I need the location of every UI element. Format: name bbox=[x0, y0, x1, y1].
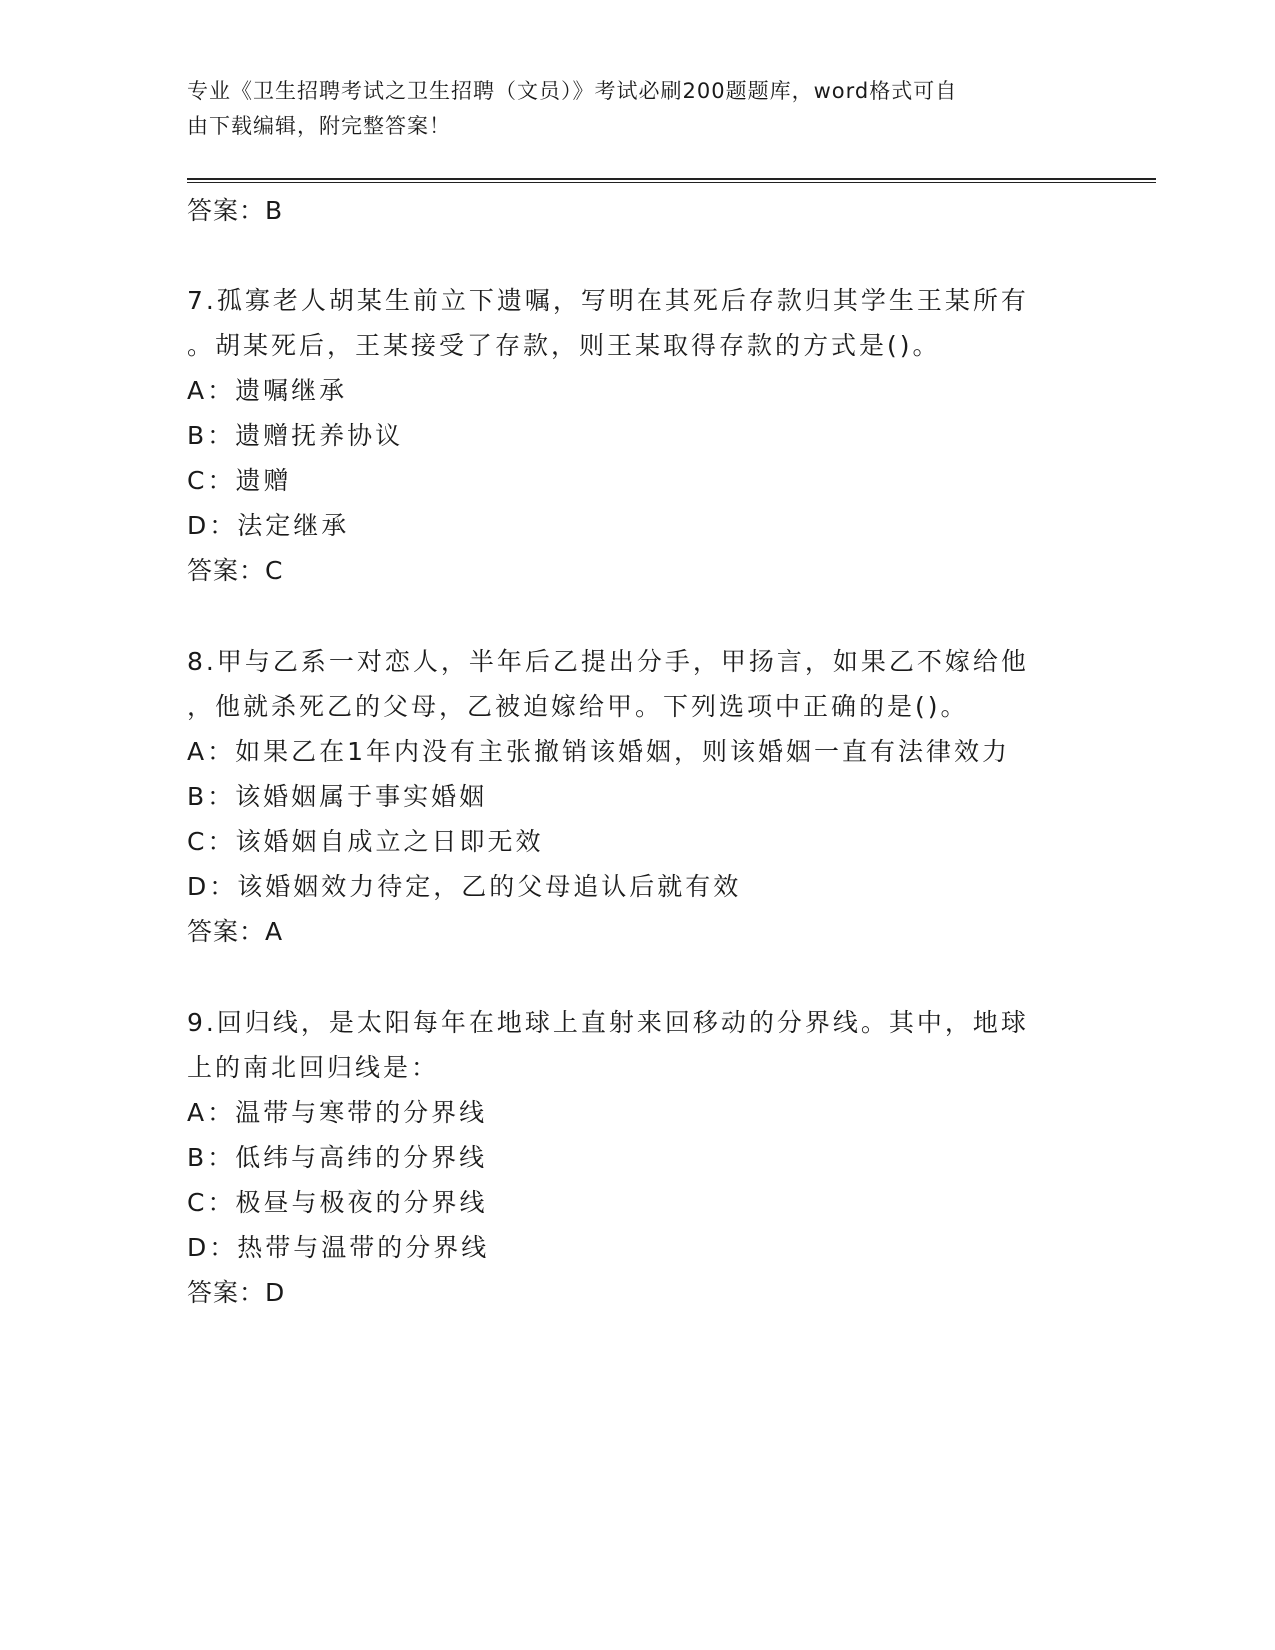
q9-option-a: A：温带与寒带的分界线 bbox=[187, 1098, 488, 1127]
q7-stem-line-2: 。胡某死后，王某接受了存款，则王某取得存款的方式是()。 bbox=[187, 331, 941, 360]
q9-stem-line-2: 上的南北回归线是： bbox=[187, 1053, 440, 1082]
q7-option-c: C：遗赠 bbox=[187, 466, 292, 495]
q6-answer: 答案：B bbox=[187, 196, 284, 225]
q9-option-b: B：低纬与高纬的分界线 bbox=[187, 1143, 488, 1172]
q8-stem-line-1: 8.甲与乙系一对恋人，半年后乙提出分手，甲扬言，如果乙不嫁给他 bbox=[187, 647, 1029, 676]
q7-stem-line-1: 7.孤寡老人胡某生前立下遗嘱，写明在其死后存款归其学生王某所有 bbox=[187, 286, 1029, 315]
q8-option-b: B：该婚姻属于事实婚姻 bbox=[187, 782, 488, 811]
header-line-1: 专业《卫生招聘考试之卫生招聘（文员）》考试必刷200题题库，word格式可自 bbox=[187, 79, 958, 103]
header-line-2: 由下载编辑，附完整答案！ bbox=[187, 114, 451, 138]
header-divider bbox=[187, 178, 1156, 183]
q8-option-c: C：该婚姻自成立之日即无效 bbox=[187, 827, 544, 856]
q8-option-d: D：该婚姻效力待定，乙的父母追认后就有效 bbox=[187, 872, 742, 901]
q9-option-c: C：极昼与极夜的分界线 bbox=[187, 1188, 488, 1217]
page-header bbox=[187, 74, 1067, 144]
q7-option-d: D：法定继承 bbox=[187, 511, 350, 540]
q8-stem-line-2: ，他就杀死乙的父母，乙被迫嫁给甲。下列选项中正确的是()。 bbox=[187, 692, 969, 721]
q7-option-a: A：遗嘱继承 bbox=[187, 376, 348, 405]
q9-answer: 答案：D bbox=[187, 1278, 286, 1307]
q9-stem-line-1: 9.回归线，是太阳每年在地球上直射来回移动的分界线。其中，地球 bbox=[187, 1008, 1029, 1037]
q7-answer: 答案：C bbox=[187, 556, 284, 585]
q8-option-a: A：如果乙在1年内没有主张撤销该婚姻，则该婚姻一直有法律效力 bbox=[187, 737, 1011, 766]
q9-option-d: D：热带与温带的分界线 bbox=[187, 1233, 490, 1262]
q7-option-b: B：遗赠抚养协议 bbox=[187, 421, 404, 450]
q8-answer: 答案：A bbox=[187, 917, 284, 946]
